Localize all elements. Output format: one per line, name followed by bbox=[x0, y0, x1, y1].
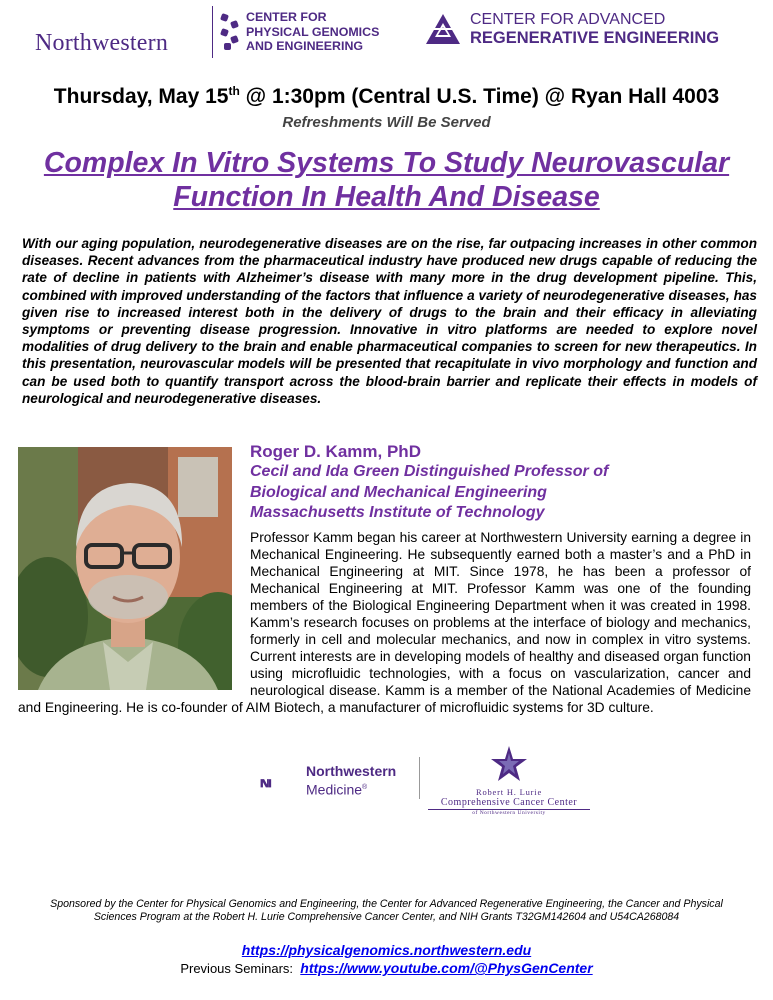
speaker-bio-text: Professor Kamm began his career at Northwestern University earning a degree in Mechanical Engineering. He subsequently earned both a master’s and a PhD in Mechanical Engineering at MIT. Since 1978, he has been a professor of Mechanical Engineering at MIT. Professor Kamm was one of the founding members of the Biological Engineering Department when it was created in 1998. Kamm’s research focuses on problems at the interface of biology and mechanics, formerly in cell and molecular mechanics, and now in complex in vitro systems. Current interests are in developing models of healthy and diseased organ function using microfluidic technologies, with a focus on vascularization, cancer and neurological disease. Kamm is a member of the National Academies of Medicine and Engineering. He is co-founder of AIM Biotech, a manufacturer of microfluidic systems for 3D culture. bbox=[18, 530, 751, 715]
speaker-institution: Massachusetts Institute of Technology bbox=[250, 504, 545, 521]
lurie-line2: Comprehensive Cancer Center bbox=[428, 797, 590, 810]
nm-line2 bbox=[306, 780, 396, 798]
speaker-title-line1: Cecil and Ida Green Distinguished Professor of bbox=[250, 463, 609, 480]
lurie-line1: Robert H. Lurie bbox=[475, 787, 543, 797]
cpge-line1: CENTER FOR bbox=[246, 10, 327, 24]
speaker-name: Roger D. Kamm, PhD bbox=[250, 442, 421, 461]
care-line2: REGENERATIVE ENGINEERING bbox=[470, 29, 720, 47]
logo-divider bbox=[419, 757, 420, 799]
cpge-logo-text bbox=[246, 10, 379, 54]
previous-seminars-line bbox=[0, 960, 773, 976]
cpge-line2: PHYSICAL GENOMICS bbox=[246, 24, 380, 39]
northwestern-medicine-logo-text bbox=[306, 764, 396, 798]
care-logo-icon bbox=[425, 13, 461, 45]
event-time-location: @ 1:30pm (Central U.S. Time) @ Ryan Hall 4003 bbox=[239, 85, 720, 108]
lurie-star-icon bbox=[489, 745, 529, 785]
photo-float-spacer bbox=[18, 529, 250, 693]
northwestern-wordmark: Northwestern bbox=[35, 30, 169, 56]
cpge-line3: AND ENGINEERING bbox=[246, 39, 364, 53]
event-datetime bbox=[0, 84, 773, 109]
speaker-bio bbox=[18, 529, 751, 716]
lurie-line3: of Northwestern University bbox=[472, 810, 546, 816]
nm-registered: ® bbox=[362, 783, 368, 791]
previous-seminars-label: Previous Seminars: bbox=[180, 961, 294, 976]
event-day: Thursday, May 15 bbox=[53, 85, 229, 108]
care-line1: CENTER FOR ADVANCED bbox=[470, 11, 666, 28]
sponsor-note: Sponsored by the Center for Physical Genomics and Engineering, the Center for Advanced Regenerative Engineering, the Cancer and Physical Sciences Program at the Robert H. Lurie Comprehensive Cancer Center, and NIH Grants T32GM142604 and U54CA268084 bbox=[50, 898, 723, 923]
nm-line1: Northwestern bbox=[306, 763, 397, 779]
nm-line2-text: Medicine bbox=[306, 781, 363, 798]
care-logo-text bbox=[470, 10, 719, 48]
speaker-titles bbox=[250, 462, 608, 524]
cpge-logo-icon bbox=[220, 12, 242, 52]
youtube-link[interactable]: https://www.youtube.com/@PhysGenCenter bbox=[300, 960, 593, 976]
header-divider bbox=[212, 6, 213, 58]
speaker-title-line2: Biological and Mechanical Engineering bbox=[250, 483, 547, 501]
event-ordinal: th bbox=[228, 84, 240, 98]
northwestern-medicine-logo-icon bbox=[260, 766, 304, 800]
abstract: With our aging population, neurodegenerative diseases are on the rise, far outpacing increases in other common diseases. Recent advances from the pharmaceutical industry have produced new drugs capable of reducing the rate of decline in patients with Alzheimer’s disease with many more in the drug development pipeline. This, combined with improved understanding of the factors that influence a variety of neurodegenerative diseases, has given rise to increased interest both in the delivery of drugs to the brain and their efficacy in alleviating symptoms or preventing disease progression. Innovative in vitro platforms are needed to explore novel modalities of drug delivery to the brain and enable pharmaceutical companies to screen for new therapeutics. In this presentation, neurovascular models will be presented that recapitulate in vivo morphology and function and can be used both to quantify transport across the blood-brain barrier and replicate their effects in models of neurological and neurodegenerative diseases. bbox=[22, 236, 757, 406]
refreshments-note: Refreshments Will Be Served bbox=[282, 114, 491, 131]
lurie-cancer-center-logo-text bbox=[428, 787, 590, 816]
website-link[interactable]: https://physicalgenomics.northwestern.edu bbox=[241, 942, 532, 958]
talk-title: Complex In Vitro Systems To Study Neurovascular Function In Health And Disease bbox=[43, 147, 730, 213]
